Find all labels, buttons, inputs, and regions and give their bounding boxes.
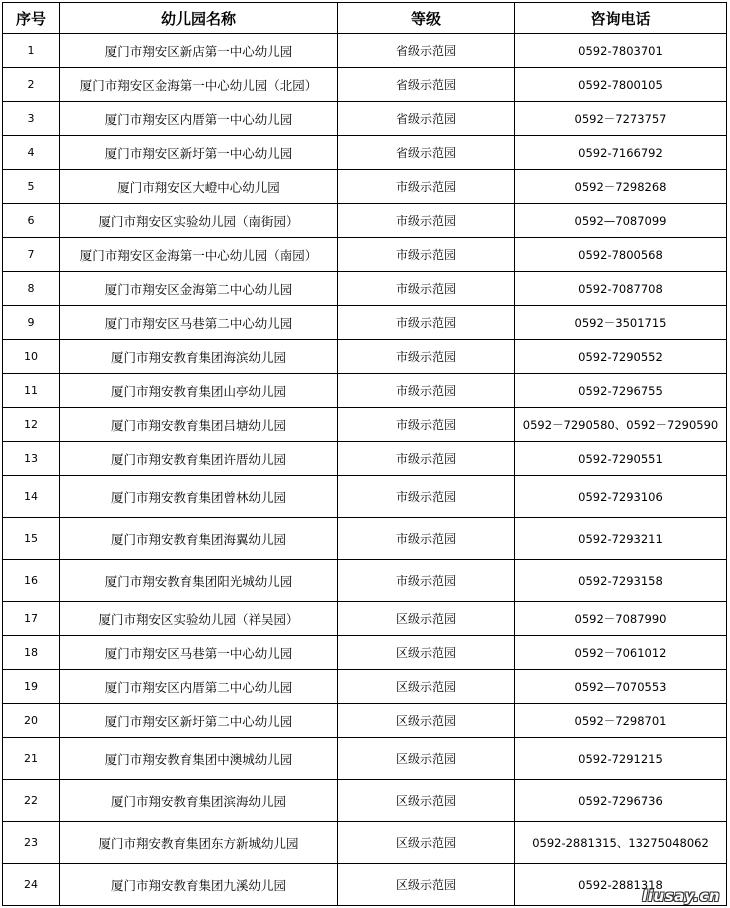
row-phone: 0592-7800105 bbox=[515, 68, 727, 102]
row-level: 市级示范园 bbox=[338, 306, 515, 340]
row-phone: 0592—7087099 bbox=[515, 204, 727, 238]
row-phone: 0592-7087708 bbox=[515, 272, 727, 306]
table-row bbox=[3, 864, 727, 906]
header-phone: 咨询电话 bbox=[515, 3, 727, 34]
row-phone: 0592－7273757 bbox=[515, 102, 727, 136]
row-seq: 17 bbox=[3, 602, 60, 636]
row-seq: 15 bbox=[3, 518, 60, 560]
row-name: 厦门市翔安区大嶝中心幼儿园 bbox=[60, 170, 338, 204]
row-level: 区级示范园 bbox=[338, 704, 515, 738]
row-phone: 0592—7070553 bbox=[515, 670, 727, 704]
row-name: 厦门市翔安教育集团东方新城幼儿园 bbox=[60, 822, 338, 864]
row-phone: 0592－7087990 bbox=[515, 602, 727, 636]
row-phone: 0592-7293106 bbox=[515, 476, 727, 518]
row-seq: 18 bbox=[3, 636, 60, 670]
table-row bbox=[3, 560, 727, 602]
row-seq: 9 bbox=[3, 306, 60, 340]
table-row bbox=[3, 68, 727, 102]
row-phone: 0592－7290580、0592－7290590 bbox=[515, 408, 727, 442]
table-row bbox=[3, 442, 727, 476]
row-level: 区级示范园 bbox=[338, 780, 515, 822]
row-level: 市级示范园 bbox=[338, 442, 515, 476]
row-seq: 2 bbox=[3, 68, 60, 102]
row-phone: 0592-7803701 bbox=[515, 34, 727, 68]
row-name: 厦门市翔安教育集团中澳城幼儿园 bbox=[60, 738, 338, 780]
kindergarten-table bbox=[2, 2, 727, 906]
row-name: 厦门市翔安教育集团滨海幼儿园 bbox=[60, 780, 338, 822]
row-level: 市级示范园 bbox=[338, 272, 515, 306]
row-name: 厦门市翔安区金海第一中心幼儿园（南园） bbox=[60, 238, 338, 272]
row-seq: 10 bbox=[3, 340, 60, 374]
row-seq: 1 bbox=[3, 34, 60, 68]
row-level: 省级示范园 bbox=[338, 34, 515, 68]
row-level: 市级示范园 bbox=[338, 204, 515, 238]
row-phone: 0592-7290551 bbox=[515, 442, 727, 476]
table-row bbox=[3, 272, 727, 306]
row-name: 厦门市翔安区内厝第二中心幼儿园 bbox=[60, 670, 338, 704]
row-name: 厦门市翔安区马巷第一中心幼儿园 bbox=[60, 636, 338, 670]
row-phone: 0592-7296736 bbox=[515, 780, 727, 822]
header-level: 等级 bbox=[338, 3, 515, 34]
row-name: 厦门市翔安区实验幼儿园（祥吴园） bbox=[60, 602, 338, 636]
header-name: 幼儿园名称 bbox=[60, 3, 338, 34]
row-seq: 13 bbox=[3, 442, 60, 476]
row-name: 厦门市翔安区内厝第一中心幼儿园 bbox=[60, 102, 338, 136]
table-row bbox=[3, 408, 727, 442]
row-name: 厦门市翔安教育集团山亭幼儿园 bbox=[60, 374, 338, 408]
row-level: 市级示范园 bbox=[338, 476, 515, 518]
table-row bbox=[3, 306, 727, 340]
row-name: 厦门市翔安教育集团许厝幼儿园 bbox=[60, 442, 338, 476]
row-phone: 0592－3501715 bbox=[515, 306, 727, 340]
row-name: 厦门市翔安教育集团吕塘幼儿园 bbox=[60, 408, 338, 442]
row-name: 厦门市翔安教育集团阳光城幼儿园 bbox=[60, 560, 338, 602]
row-name: 厦门市翔安区新圩第一中心幼儿园 bbox=[60, 136, 338, 170]
row-name: 厦门市翔安教育集团九溪幼儿园 bbox=[60, 864, 338, 906]
row-seq: 11 bbox=[3, 374, 60, 408]
row-level: 市级示范园 bbox=[338, 374, 515, 408]
row-phone: 0592-2881318 bbox=[515, 864, 727, 906]
table-row bbox=[3, 374, 727, 408]
row-level: 省级示范园 bbox=[338, 136, 515, 170]
table-row bbox=[3, 34, 727, 68]
table-row bbox=[3, 518, 727, 560]
row-seq: 8 bbox=[3, 272, 60, 306]
row-level: 市级示范园 bbox=[338, 340, 515, 374]
row-phone: 0592－7298701 bbox=[515, 704, 727, 738]
row-name: 厦门市翔安区金海第一中心幼儿园（北园） bbox=[60, 68, 338, 102]
row-name: 厦门市翔安区新店第一中心幼儿园 bbox=[60, 34, 338, 68]
row-name: 厦门市翔安区金海第二中心幼儿园 bbox=[60, 272, 338, 306]
table-header-row bbox=[3, 3, 727, 34]
table-row bbox=[3, 170, 727, 204]
row-level: 区级示范园 bbox=[338, 738, 515, 780]
row-phone: 0592-2881315、13275048062 bbox=[515, 822, 727, 864]
row-name: 厦门市翔安区实验幼儿园（南街园） bbox=[60, 204, 338, 238]
row-seq: 5 bbox=[3, 170, 60, 204]
row-name: 厦门市翔安区新圩第二中心幼儿园 bbox=[60, 704, 338, 738]
row-seq: 7 bbox=[3, 238, 60, 272]
row-level: 市级示范园 bbox=[338, 408, 515, 442]
table-row bbox=[3, 102, 727, 136]
row-level: 市级示范园 bbox=[338, 560, 515, 602]
row-level: 区级示范园 bbox=[338, 864, 515, 906]
row-name: 厦门市翔安教育集团曾林幼儿园 bbox=[60, 476, 338, 518]
row-level: 市级示范园 bbox=[338, 518, 515, 560]
table-row bbox=[3, 476, 727, 518]
site-watermark: liusay.cn bbox=[642, 887, 720, 905]
row-phone: 0592－7298268 bbox=[515, 170, 727, 204]
table-row bbox=[3, 822, 727, 864]
table-row bbox=[3, 704, 727, 738]
row-level: 市级示范园 bbox=[338, 170, 515, 204]
row-level: 区级示范园 bbox=[338, 636, 515, 670]
row-phone: 0592-7293158 bbox=[515, 560, 727, 602]
row-seq: 6 bbox=[3, 204, 60, 238]
row-phone: 0592-7800568 bbox=[515, 238, 727, 272]
row-seq: 22 bbox=[3, 780, 60, 822]
table-row bbox=[3, 636, 727, 670]
row-seq: 4 bbox=[3, 136, 60, 170]
table-row bbox=[3, 238, 727, 272]
table-row bbox=[3, 204, 727, 238]
row-level: 区级示范园 bbox=[338, 670, 515, 704]
row-seq: 3 bbox=[3, 102, 60, 136]
row-level: 省级示范园 bbox=[338, 68, 515, 102]
table-row bbox=[3, 670, 727, 704]
row-seq: 24 bbox=[3, 864, 60, 906]
row-name: 厦门市翔安教育集团海滨幼儿园 bbox=[60, 340, 338, 374]
row-seq: 23 bbox=[3, 822, 60, 864]
row-phone: 0592－7061012 bbox=[515, 636, 727, 670]
row-name: 厦门市翔安教育集团海翼幼儿园 bbox=[60, 518, 338, 560]
table-row bbox=[3, 340, 727, 374]
row-level: 省级示范园 bbox=[338, 102, 515, 136]
row-phone: 0592-7291215 bbox=[515, 738, 727, 780]
row-phone: 0592-7293211 bbox=[515, 518, 727, 560]
row-level: 区级示范园 bbox=[338, 822, 515, 864]
row-seq: 16 bbox=[3, 560, 60, 602]
row-phone: 0592-7166792 bbox=[515, 136, 727, 170]
row-seq: 19 bbox=[3, 670, 60, 704]
row-name: 厦门市翔安区马巷第二中心幼儿园 bbox=[60, 306, 338, 340]
table-row bbox=[3, 780, 727, 822]
row-seq: 14 bbox=[3, 476, 60, 518]
row-level: 市级示范园 bbox=[338, 238, 515, 272]
row-seq: 12 bbox=[3, 408, 60, 442]
row-seq: 21 bbox=[3, 738, 60, 780]
row-seq: 20 bbox=[3, 704, 60, 738]
table-row bbox=[3, 136, 727, 170]
row-phone: 0592-7296755 bbox=[515, 374, 727, 408]
row-level: 区级示范园 bbox=[338, 602, 515, 636]
row-phone: 0592-7290552 bbox=[515, 340, 727, 374]
header-seq: 序号 bbox=[3, 3, 60, 34]
table-row bbox=[3, 738, 727, 780]
table-row bbox=[3, 602, 727, 636]
